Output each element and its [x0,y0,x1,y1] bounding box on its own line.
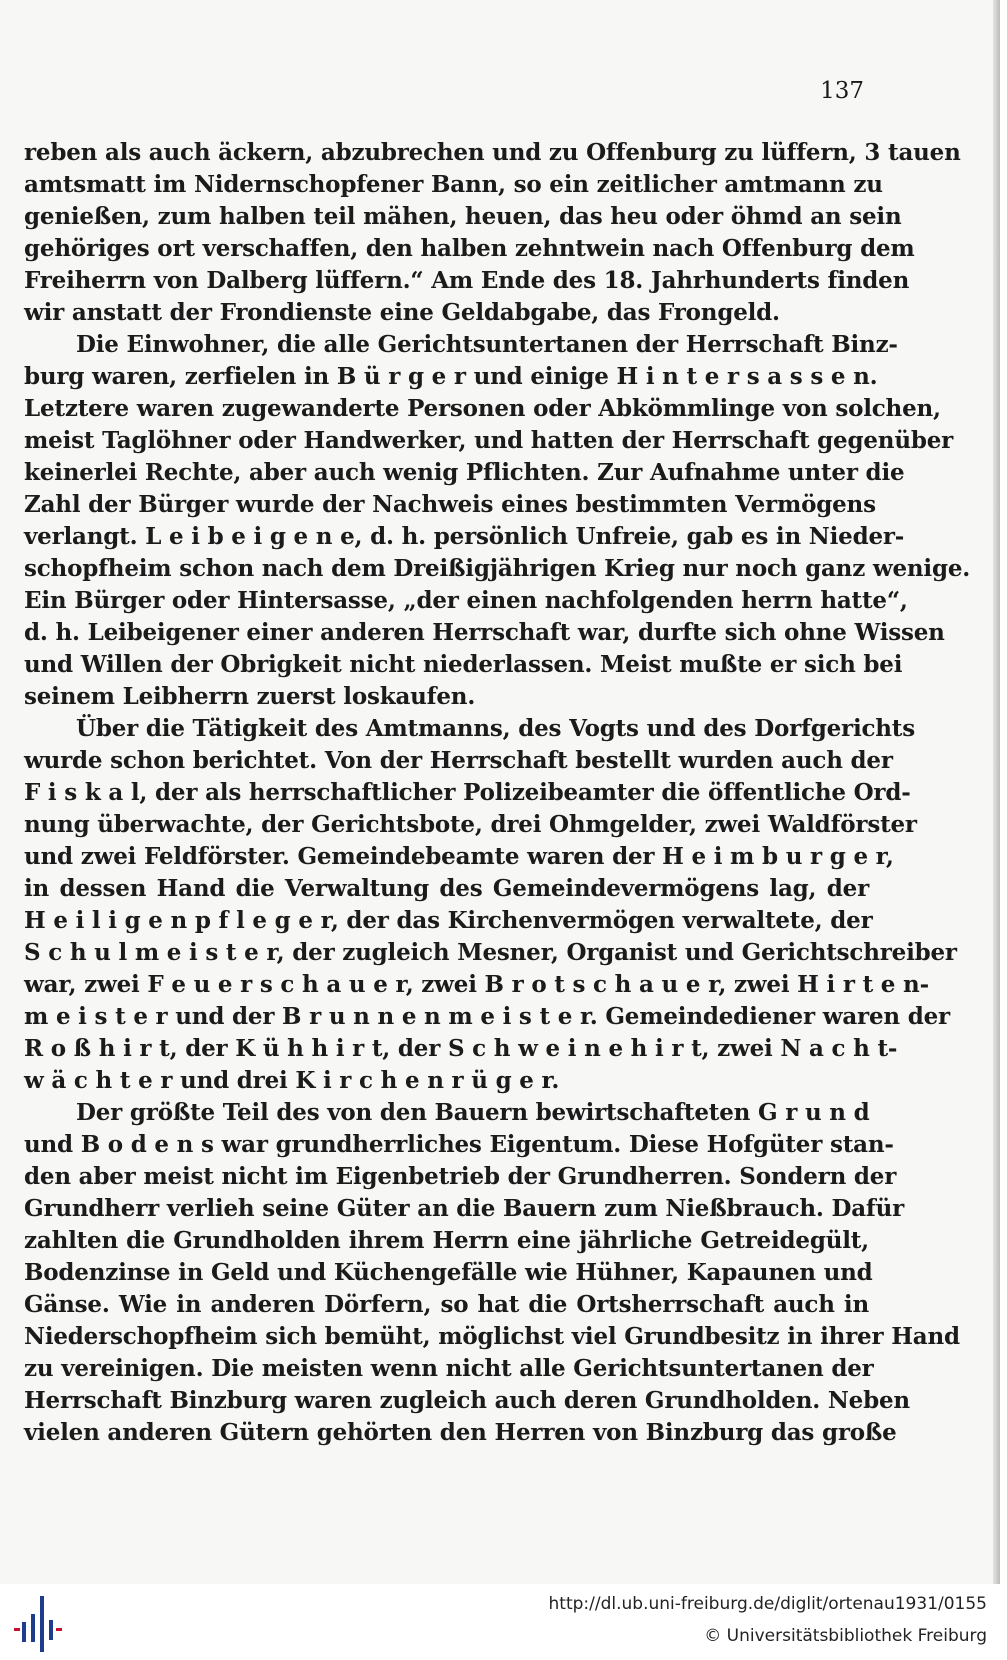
text-line: genießen, zum halben teil mähen, heuen, das heu oder öhmd an sein [24,203,902,230]
text-line: zu vereinigen. Die meisten wenn nicht alle Gerichtsuntertanen der [24,1355,874,1382]
text-line: den aber meist nicht im Eigenbetrieb der Grundherren. Sondern der [24,1163,897,1190]
text-line: Bodenzinse in Geld und Küchengefälle wie Hühner, Kapaunen und [24,1259,873,1286]
body-text [24,137,971,1449]
text-line: Ein Bürger oder Hintersasse, „der einen nachfolgenden herrn hatte“, [24,587,908,614]
text-line: S c h u l m e i s t e r, der zugleich Mesner, Organist und Gerichtschreiber [24,939,957,966]
text-line: und B o d e n s war grundherrliches Eigentum. Diese Hofgüter stan- [24,1131,894,1158]
text-line: wurde schon berichtet. Von der Herrschaft bestellt wurden auch der [24,747,893,774]
text-line: gehöriges ort verschaffen, den halben zehntwein nach Offenburg dem [24,235,915,262]
text-line: und Willen der Obrigkeit nicht niederlassen. Meist mußte er sich bei [24,651,903,678]
library-logo-icon [12,1584,66,1656]
text-line: Letztere waren zugewanderte Personen oder Abkömmlinge von solchen, [24,395,941,422]
text-line: F i s k a l, der als herrschaftlicher Polizeibeamter die öffentliche Ord- [24,779,911,806]
footer-bar [0,1584,1007,1656]
text-line: w ä c h t e r und drei K i r c h e n r ü g e r. [24,1067,560,1094]
text-line: H e i l i g e n p f l e g e r, der das Kirchenvermögen verwaltete, der [24,907,873,934]
page-edge-shadow [993,0,1000,1584]
text-line: Herrschaft Binzburg waren zugleich auch deren Grundholden. Neben [24,1387,910,1414]
text-line: R o ß h i r t, der K ü h h i r t, der S c h w e i n e h i r t, zwei N a c h t- [24,1035,898,1062]
text-line: Der größte Teil des von den Bauern bewirtschafteten G r u n d [76,1099,870,1126]
text-line: nung überwachte, der Gerichtsbote, drei Ohmgelder, zwei Waldförster [24,811,917,838]
text-line: m e i s t e r und der B r u n n e n m e i s t e r. Gemeindediener waren der [24,1003,950,1030]
text-line: reben als auch äckern, abzubrechen und zu Offenburg zu lüffern, 3 tauen [24,139,961,166]
page-number: 137 [820,78,864,104]
text-line: und zwei Feldförster. Gemeindebeamte waren der H e i m b u r g e r, [24,843,894,870]
text-line: in dessen Hand die Verwaltung des Gemeindevermögens lag, der [24,875,869,902]
text-line: burg waren, zerfielen in B ü r g e r und einige H i n t e r s a s s e n. [24,363,878,390]
text-line: keinerlei Rechte, aber auch wenig Pflichten. Zur Aufnahme unter die [24,459,905,486]
text-line: Niederschopfheim sich bemüht, möglichst viel Grundbesitz in ihrer Hand [24,1323,960,1350]
text-line: meist Taglöhner oder Handwerker, und hatten der Herrschaft gegenüber [24,427,954,454]
source-url-link[interactable]: http://dl.ub.uni-freiburg.de/diglit/ortenau1931/0155 [548,1594,987,1614]
text-line: vielen anderen Gütern gehörten den Herren von Binzburg das große [24,1419,897,1446]
text-line: schopfheim schon nach dem Dreißigjährigen Krieg nur noch ganz wenige. [24,555,971,582]
text-line: amtsmatt im Nidernschopfener Bann, so ein zeitlicher amtmann zu [24,171,883,198]
text-line: Zahl der Bürger wurde der Nachweis eines bestimmten Vermögens [24,491,876,518]
text-line: war, zwei F e u e r s c h a u e r, zwei B r o t s c h a u e r, zwei H i r t e n- [24,971,929,998]
text-line: Gänse. Wie in anderen Dörfern, so hat die Ortsherrschaft auch in [24,1291,869,1318]
text-line: verlangt. L e i b e i g e n e, d. h. persönlich Unfreie, gab es in Nieder- [24,523,905,550]
text-line: zahlten die Grundholden ihrem Herrn eine jährliche Getreidegült, [24,1227,869,1254]
text-line: Über die Tätigkeit des Amtmanns, des Vogts und des Dorfgerichts [76,715,915,742]
text-line: d. h. Leibeigener einer anderen Herrschaft war, durfte sich ohne Wissen [24,619,945,646]
text-line: Freiherrn von Dalberg lüffern.“ Am Ende des 18. Jahrhunderts finden [24,267,910,294]
text-line: seinem Leibherrn zuerst loskaufen. [24,683,476,710]
text-line: Grundherr verlieh seine Güter an die Bauern zum Nießbrauch. Dafür [24,1195,905,1222]
text-line: wir anstatt der Frondienste eine Geldabgabe, das Frongeld. [24,299,780,326]
copyright-notice: © Universitätsbibliothek Freiburg [704,1626,987,1646]
text-line: Die Einwohner, die alle Gerichtsuntertanen der Herrschaft Binz- [76,331,898,358]
